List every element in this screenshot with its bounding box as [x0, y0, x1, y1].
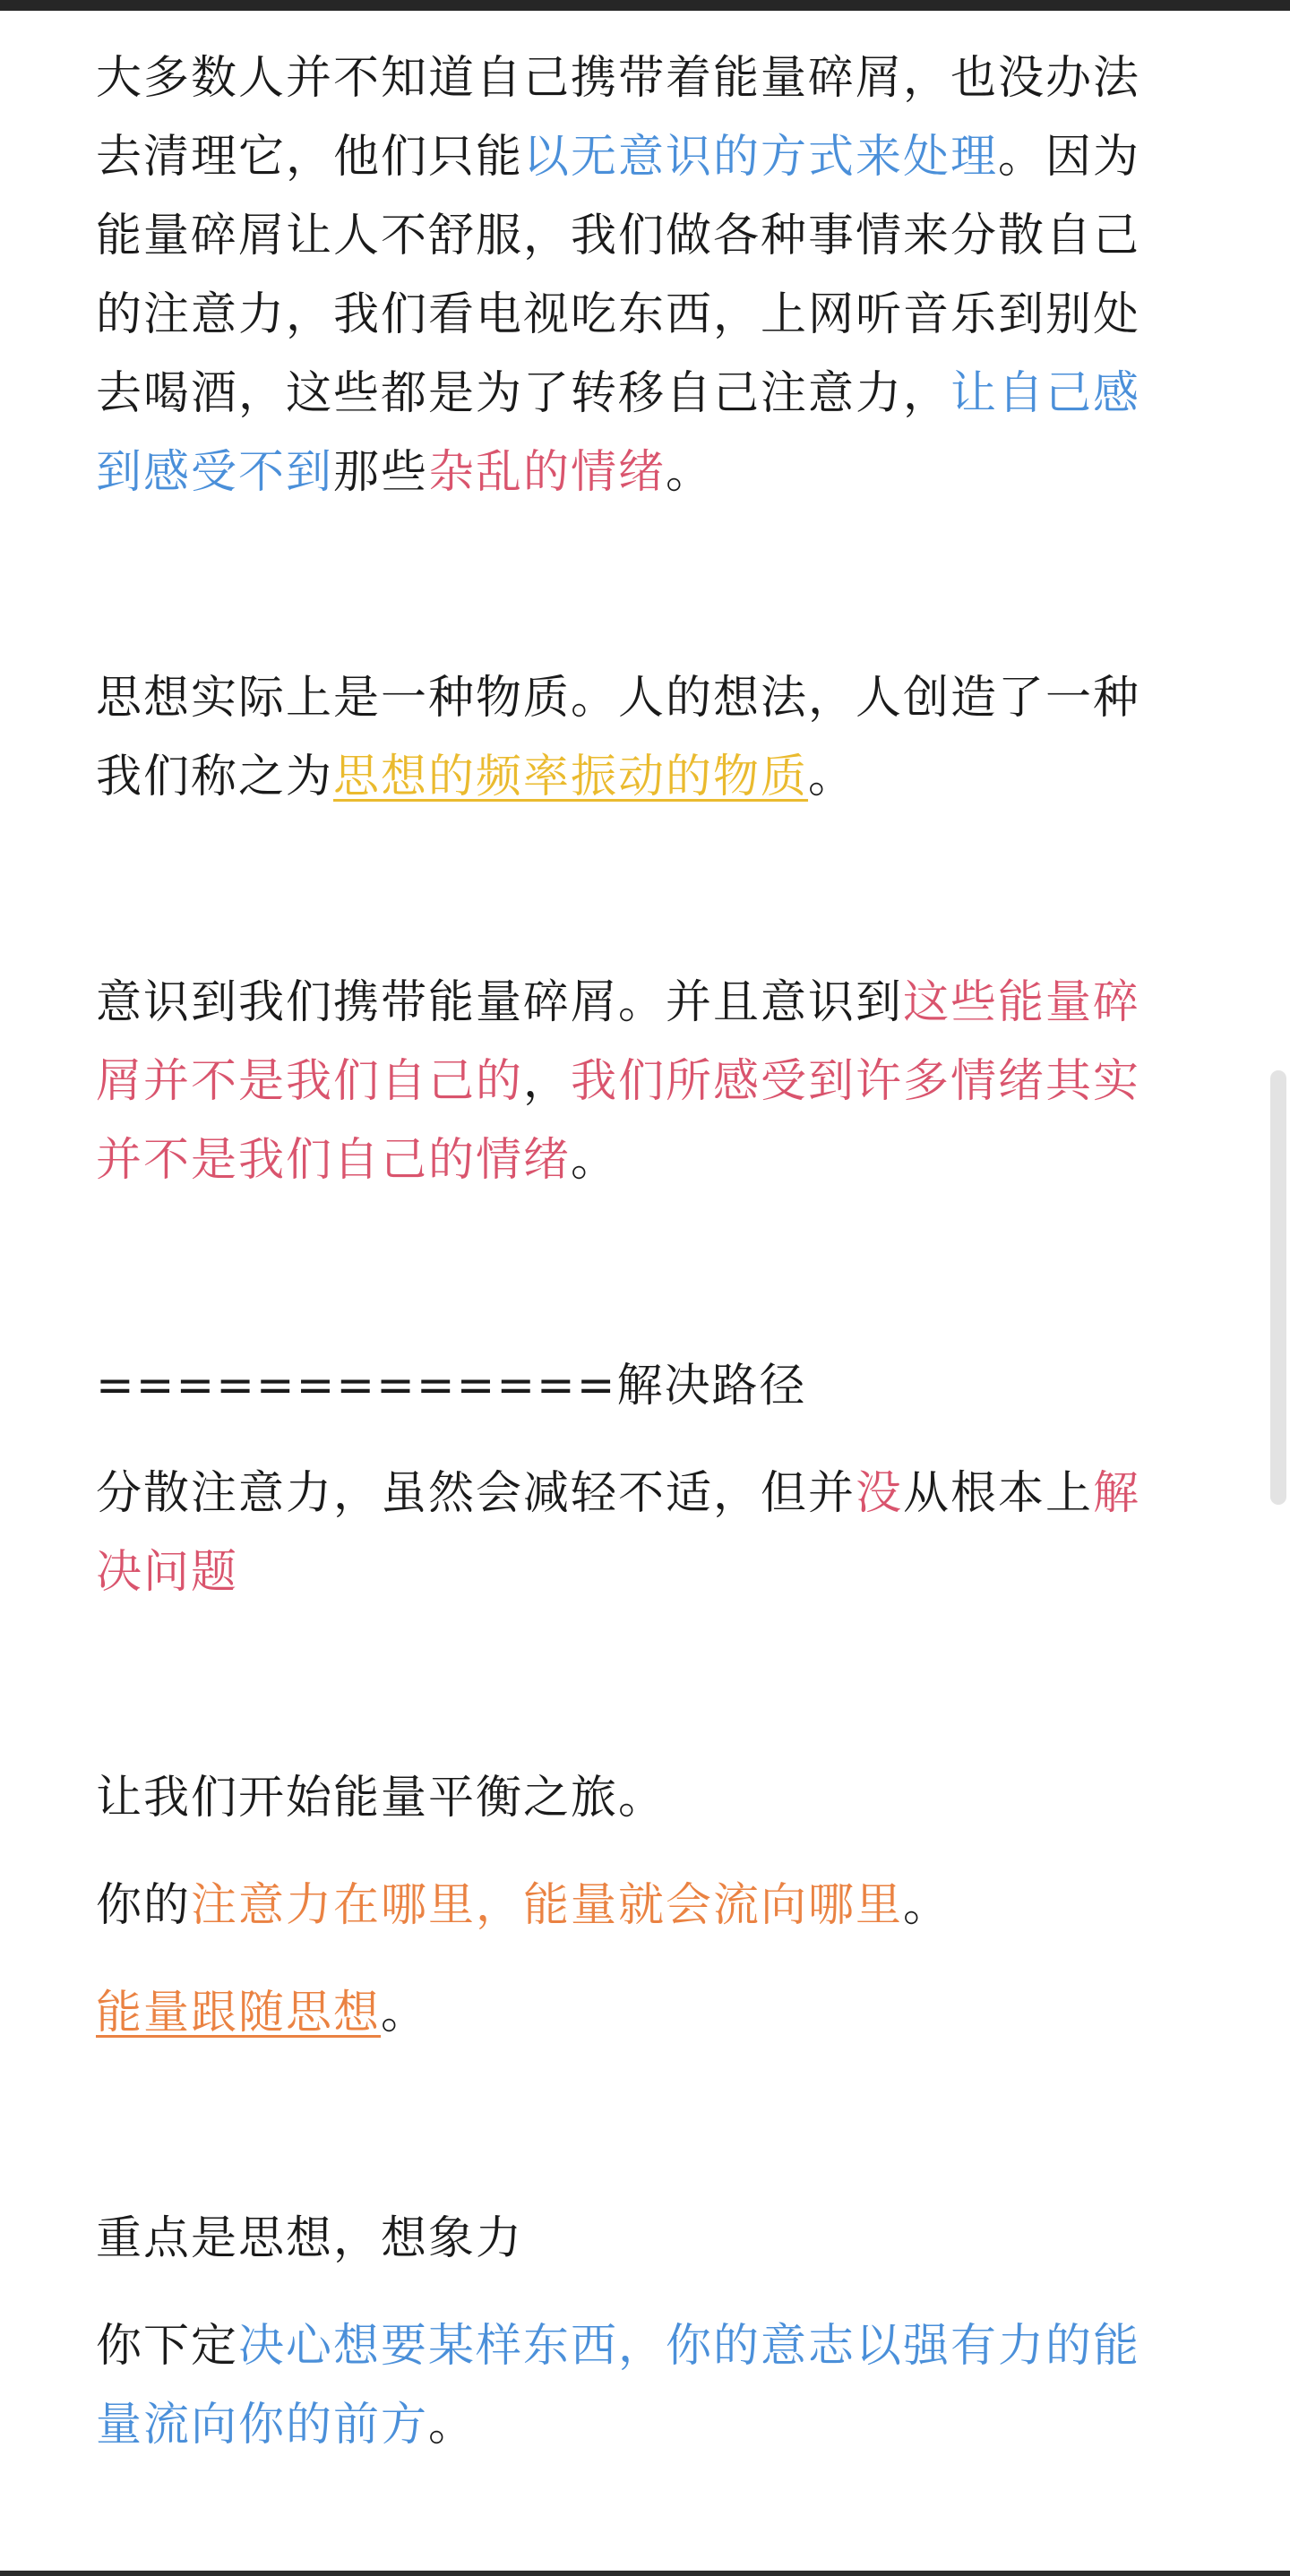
text-span: 思想实际上是一种物质。人的想法，人创造了一种我们称之为 — [96, 672, 1141, 803]
paragraph-awareness — [96, 964, 1175, 1200]
highlight-span: 以无意识的方式来处理 — [523, 131, 999, 184]
paragraph-balance-journey — [96, 1759, 1175, 1838]
paragraph-attention-flow — [96, 1867, 1175, 1945]
paragraph-debris-distraction — [96, 39, 1175, 512]
text-span: 那些 — [333, 446, 429, 499]
status-bar — [0, 0, 1290, 11]
text-span: 你下定 — [96, 2320, 239, 2373]
text-span: 大多数人并不知道自己携带着能量碎屑，也没办法去清理它，他们只能 — [96, 52, 1141, 184]
highlight-span: 思想的频率振动的物质 — [333, 751, 809, 803]
bottom-edge-bar — [0, 2571, 1290, 2576]
paragraph-distraction-not-solution — [96, 1455, 1175, 1612]
paragraph-determination — [96, 2307, 1175, 2465]
highlight-span: 杂乱的情绪 — [428, 446, 666, 499]
text-span: =============解决路径 — [96, 1360, 807, 1413]
text-span: 你的 — [96, 1879, 192, 1932]
text-span: 。 — [571, 1134, 619, 1187]
paragraph-energy-follows-thought — [96, 1974, 1175, 2053]
text-span: 。 — [428, 2399, 477, 2451]
text-span: 。 — [381, 1987, 429, 2039]
highlight-span: 没 — [856, 1467, 904, 1520]
text-span: ， — [523, 1055, 572, 1108]
text-span: 从根本上 — [903, 1467, 1094, 1520]
text-span: 。因为能量碎屑让人不舒服，我们做各种事情来分散自己的注意力，我们看电视吃东西，上网听音乐到别处去喝酒，这些都是为了转移自己注意力， — [96, 131, 1141, 420]
text-span: 重点是思想，想象力 — [96, 2212, 524, 2265]
text-span: 。 — [666, 446, 714, 499]
highlight-span: 让自己感到感受不到 — [96, 367, 1141, 499]
article-body — [96, 39, 1175, 2465]
section-divider-solution-path — [96, 1347, 1175, 1426]
highlight-span: 决心想要某样东西，你的意志以强有力的能量流向你的前方 — [96, 2320, 1141, 2451]
highlight-span: 注意力在哪里，能量就会流向哪里 — [191, 1879, 904, 1932]
highlight-span: 这些能量碎屑并不是我们自己的 — [96, 976, 1141, 1108]
text-span: 分散注意力，虽然会减轻不适，但并 — [96, 1467, 856, 1520]
text-span: 。 — [808, 751, 856, 803]
text-span: 让我们开始能量平衡之旅。 — [96, 1772, 666, 1825]
text-span: 。 — [903, 1879, 951, 1932]
paragraph-focus-thought-imagination — [96, 2200, 1175, 2279]
highlight-span: 能量跟随思想 — [96, 1987, 382, 2039]
highlight-span: 解决问题 — [96, 1467, 1141, 1599]
highlight-span: 我们所感受到许多情绪其实并不是我们自己的情绪 — [96, 1055, 1141, 1187]
paragraph-thought-matter — [96, 659, 1175, 817]
scrollbar-thumb[interactable] — [1270, 1070, 1286, 1505]
text-span: 意识到我们携带能量碎屑。并且意识到 — [96, 976, 904, 1029]
